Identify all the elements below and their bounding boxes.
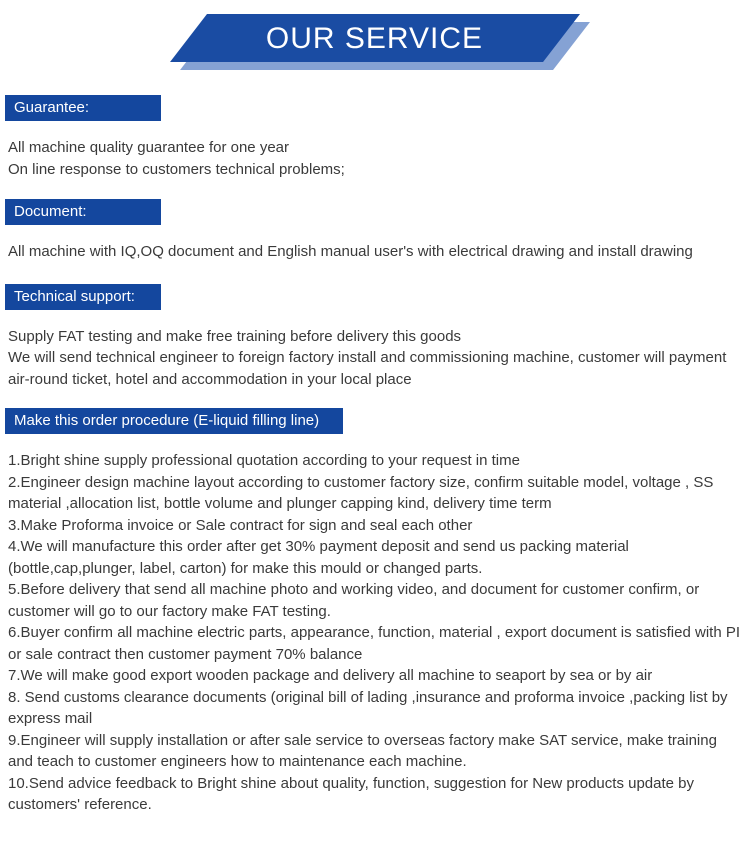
list-item: 3.Make Proforma invoice or Sale contract for sign and seal each other	[8, 516, 473, 534]
section-body-technical-support	[0, 326, 750, 391]
list-item: 9.Engineer will supply installation or after sale service to overseas factory make SAT service, make training and teach to customer engineers how to maintenance each machine.	[8, 731, 717, 770]
list-item: 8. Send customs clearance documents (original bill of lading ,insurance and proforma invoice ,packing list by express mail	[8, 688, 728, 727]
list-item: 6.Buyer confirm all machine electric parts, appearance, function, material , export document is satisfied with PI or sale contract then customer payment 70% balance	[8, 624, 741, 663]
banner-title: OUR SERVICE	[265, 22, 484, 55]
section-heading-technical-support	[5, 284, 161, 310]
list-item: 5.Before delivery that send all machine photo and working video, and document for customer confirm, or customer will go to our factory make FAT testing.	[8, 581, 700, 620]
section-document	[0, 199, 750, 263]
list-item: 7.We will make good export wooden package and delivery all machine to seaport by sea or by air	[8, 667, 653, 684]
text-line: All machine quality guarantee for one year	[8, 139, 290, 156]
text-line: Supply FAT testing and make free training before delivery this goods	[8, 327, 462, 345]
text-line: On line response to customers technical problems;	[8, 160, 345, 178]
our-service-banner	[0, 0, 750, 85]
list-item: 10.Send advice feedback to Bright shine about quality, function, suggestion for New products update by customers' reference.	[8, 774, 694, 813]
section-heading-order-procedure	[5, 408, 343, 434]
section-order-procedure	[0, 408, 750, 816]
list-item: 4.We will manufacture this order after get 30% payment deposit and send us packing material (bottle,cap,plunger, label, carton) for make this mould or changed parts.	[8, 538, 629, 577]
section-technical-support	[0, 284, 750, 391]
section-heading-label: Document:	[14, 203, 87, 220]
order-procedure-list	[0, 450, 750, 816]
text-line: We will send technical engineer to foreign factory install and commissioning machine, customer will payment air-round ticket, hotel and accommodation in your local place	[8, 349, 727, 388]
section-heading-guarantee	[5, 95, 161, 121]
section-heading-label: Make this order procedure (E-liquid filling line)	[14, 412, 320, 429]
section-body-document	[0, 241, 750, 263]
section-heading-label: Guarantee:	[14, 99, 90, 116]
section-guarantee	[0, 95, 750, 180]
section-body-guarantee	[0, 137, 750, 180]
section-heading-document	[5, 199, 161, 225]
list-item: 2.Engineer design machine layout according to customer factory size, confirm suitable model, voltage , SS material ,allocation list, bottle volume and plunger capping kind, delivery time term	[8, 473, 714, 512]
section-heading-label: Technical support:	[14, 287, 135, 305]
list-item: 1.Bright shine supply professional quotation according to your request in time	[8, 452, 520, 469]
text-line: All machine with IQ,OQ document and English manual user's with electrical drawing and install drawing	[8, 243, 693, 260]
